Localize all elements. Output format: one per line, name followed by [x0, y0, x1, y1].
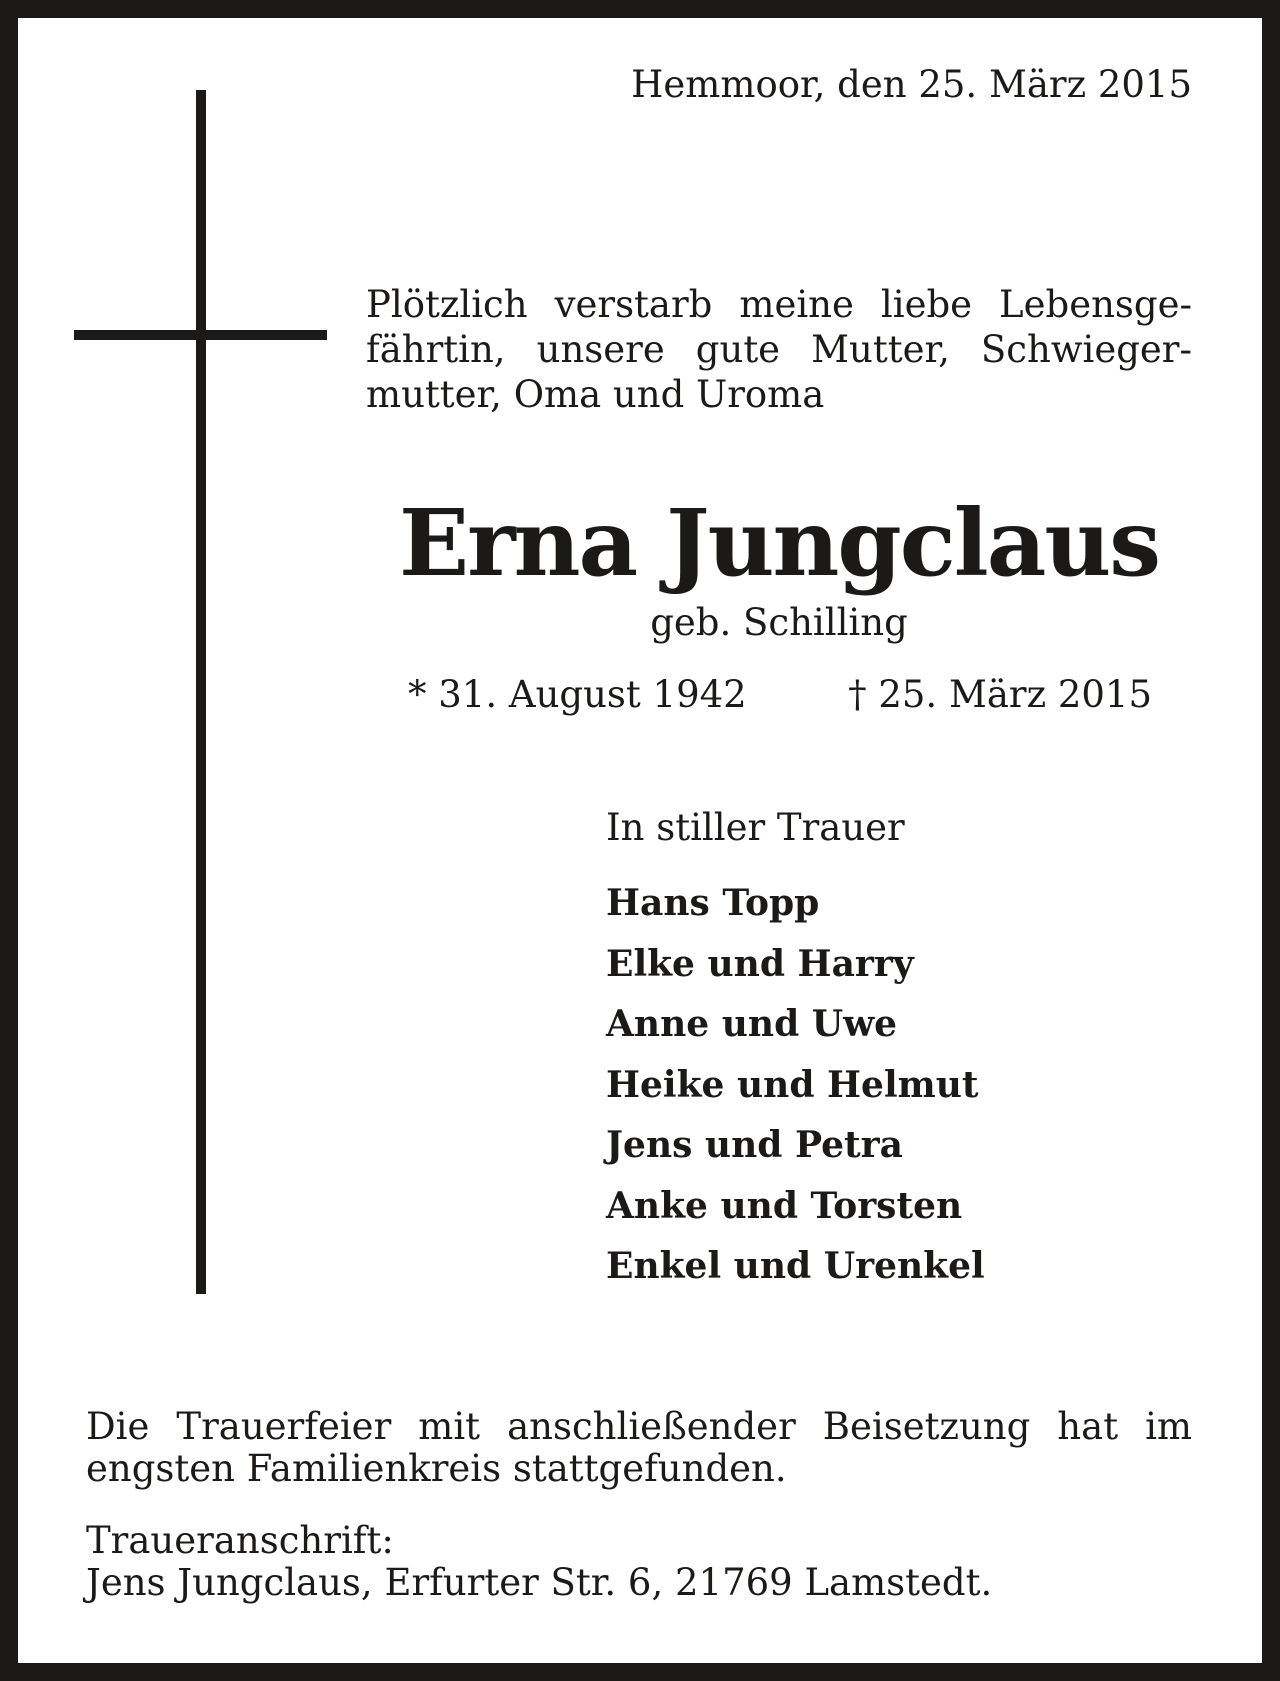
ceremony-notice: [86, 1406, 1192, 1490]
deceased-name: Erna Jungclaus: [398, 489, 1160, 597]
death-date: † 25. März 2015: [848, 673, 1152, 716]
mourner-list: [606, 873, 985, 1297]
address-label: Traueranschrift:: [86, 1519, 394, 1562]
mourner-name: Anke und Torsten: [606, 1184, 963, 1227]
mourner-name: Jens und Petra: [606, 1124, 903, 1166]
place-date: Hemmoor, den 25. März 2015: [631, 63, 1192, 106]
address-text: Jens Jungclaus, Erfurter Str. 6, 21769 Lamstedt.: [86, 1561, 993, 1604]
mourner-name: Heike und Helmut: [606, 1063, 979, 1106]
mourner-name: Anne und Uwe: [606, 1003, 898, 1045]
intro-line-1: Plötzlich verstarb meine liebe Lebensge-: [366, 283, 1192, 326]
intro-line-3: mutter, Oma und Uroma: [366, 373, 825, 416]
maiden-name: geb. Schilling: [650, 601, 908, 644]
birth-date: * 31. August 1942: [408, 673, 747, 716]
ceremony-line-1: Die Trauerfeier mit anschließender Beisetzung hat im: [86, 1405, 1192, 1448]
intro-text: [366, 282, 1192, 417]
mourning-address: [86, 1520, 992, 1604]
ceremony-line-2: engsten Familienkreis stattgefunden.: [86, 1447, 787, 1490]
mourner-name: Hans Topp: [606, 882, 820, 924]
intro-line-2: fährtin, unsere gute Mutter, Schwieger-: [366, 328, 1192, 371]
mourner-name: Elke und Harry: [606, 942, 914, 985]
cross-icon-horizontal-bar: [74, 330, 327, 340]
mourning-heading: In stiller Trauer: [606, 806, 905, 849]
cross-icon-vertical-bar: [196, 90, 206, 1294]
mourner-name: Enkel und Urenkel: [606, 1245, 985, 1287]
